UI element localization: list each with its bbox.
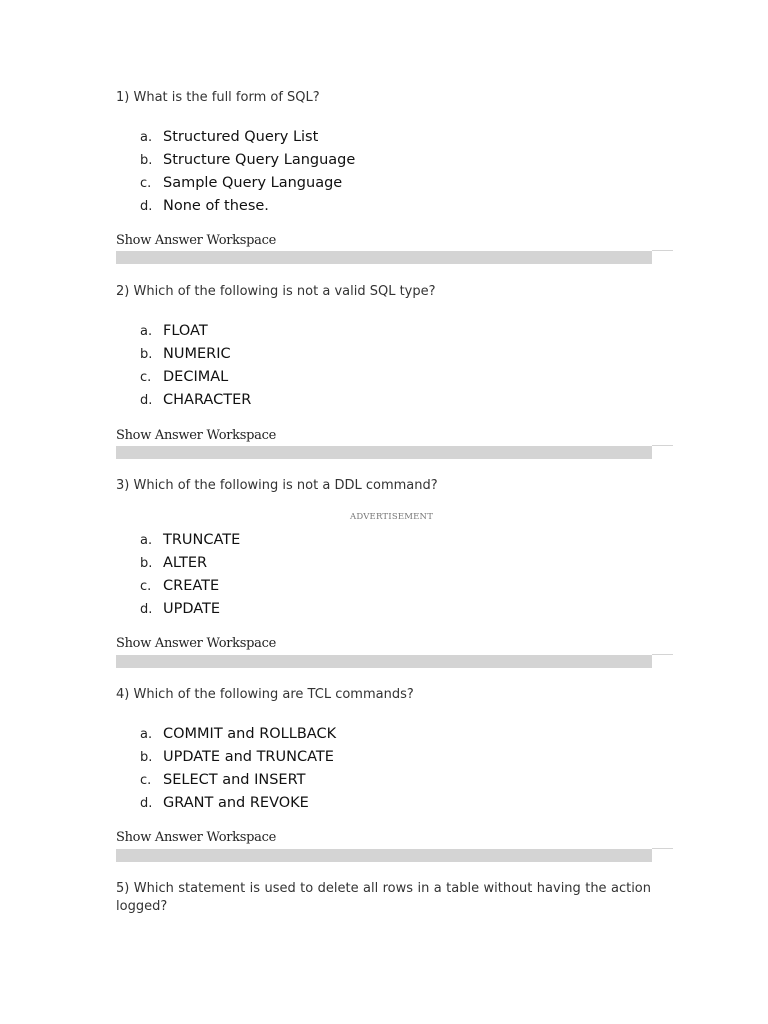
option-text: NUMERIC	[163, 346, 231, 362]
option-letter: c.	[140, 579, 152, 594]
option-letter: a.	[140, 533, 153, 548]
option-3b[interactable]	[140, 550, 240, 573]
answer-links-4	[116, 830, 280, 845]
option-letter: d.	[140, 602, 153, 617]
option-2d[interactable]	[140, 387, 251, 410]
option-text: FLOAT	[163, 323, 208, 339]
question-5-text: 5) Which statement is used to delete all rows in a table without having the action logged?	[116, 881, 651, 914]
option-text: ALTER	[163, 555, 208, 571]
answer-links-1	[116, 233, 280, 248]
show-answer-link[interactable]: Show Answer	[116, 830, 203, 845]
option-letter: c.	[140, 176, 152, 191]
show-answer-link[interactable]: Show Answer	[116, 233, 203, 248]
option-2a[interactable]	[140, 318, 251, 341]
workspace-link[interactable]: Workspace	[206, 233, 276, 248]
option-letter: a.	[140, 130, 153, 145]
option-letter: a.	[140, 727, 153, 742]
option-letter: d.	[140, 199, 153, 214]
divider-line	[652, 654, 673, 655]
option-letter: a.	[140, 324, 153, 339]
option-4b[interactable]	[140, 744, 336, 767]
option-text: CREATE	[163, 578, 220, 594]
option-letter: b.	[140, 153, 153, 168]
option-text: COMMIT and ROLLBACK	[163, 726, 337, 742]
option-3c[interactable]	[140, 573, 240, 596]
option-text: TRUNCATE	[163, 532, 241, 548]
question-1-options	[140, 124, 355, 216]
option-text: SELECT and INSERT	[163, 772, 306, 788]
question-2-options	[140, 318, 251, 410]
question-3-text: 3) Which of the following is not a DDL command?	[116, 478, 438, 493]
question-4-text: 4) Which of the following are TCL commands?	[116, 687, 414, 702]
divider-line	[652, 250, 673, 251]
option-letter: b.	[140, 347, 153, 362]
option-3a[interactable]	[140, 527, 240, 550]
option-4d[interactable]	[140, 790, 336, 813]
workspace-bar-1	[116, 251, 652, 264]
option-text: Structured Query List	[163, 129, 319, 145]
option-text: None of these.	[163, 198, 269, 214]
option-text: Sample Query Language	[163, 175, 343, 191]
question-1-text: 1) What is the full form of SQL?	[116, 90, 320, 105]
workspace-link[interactable]: Workspace	[206, 428, 276, 443]
question-3-options	[140, 527, 240, 619]
option-text: DECIMAL	[163, 369, 229, 385]
option-4a[interactable]	[140, 721, 336, 744]
option-letter: d.	[140, 393, 153, 408]
show-answer-link[interactable]: Show Answer	[116, 428, 203, 443]
workspace-bar-2	[116, 446, 652, 459]
workspace-bar-3	[116, 655, 652, 668]
option-1b[interactable]	[140, 147, 355, 170]
answer-links-3	[116, 636, 280, 651]
answer-links-2	[116, 428, 280, 443]
option-text: GRANT and REVOKE	[163, 795, 309, 811]
option-letter: c.	[140, 773, 152, 788]
option-1d[interactable]	[140, 193, 355, 216]
question-2-text: 2) Which of the following is not a valid SQL type?	[116, 284, 436, 299]
workspace-link[interactable]: Workspace	[206, 830, 276, 845]
option-text: UPDATE and TRUNCATE	[163, 749, 334, 765]
divider-line	[652, 445, 673, 446]
option-4c[interactable]	[140, 767, 336, 790]
option-letter: b.	[140, 556, 153, 571]
workspace-link[interactable]: Workspace	[206, 636, 276, 651]
show-answer-link[interactable]: Show Answer	[116, 636, 203, 651]
divider-line	[652, 848, 673, 849]
option-letter: b.	[140, 750, 153, 765]
question-4-options	[140, 721, 336, 813]
option-2b[interactable]	[140, 341, 251, 364]
option-1c[interactable]	[140, 170, 355, 193]
option-text: Structure Query Language	[163, 152, 356, 168]
option-3d[interactable]	[140, 596, 240, 619]
option-text: UPDATE	[163, 601, 221, 617]
option-text: CHARACTER	[163, 392, 252, 408]
workspace-bar-4	[116, 849, 652, 862]
option-2c[interactable]	[140, 364, 251, 387]
option-1a[interactable]	[140, 124, 355, 147]
option-letter: d.	[140, 796, 153, 811]
advertisement-label: ADVERTISEMENT	[350, 512, 434, 522]
option-letter: c.	[140, 370, 152, 385]
